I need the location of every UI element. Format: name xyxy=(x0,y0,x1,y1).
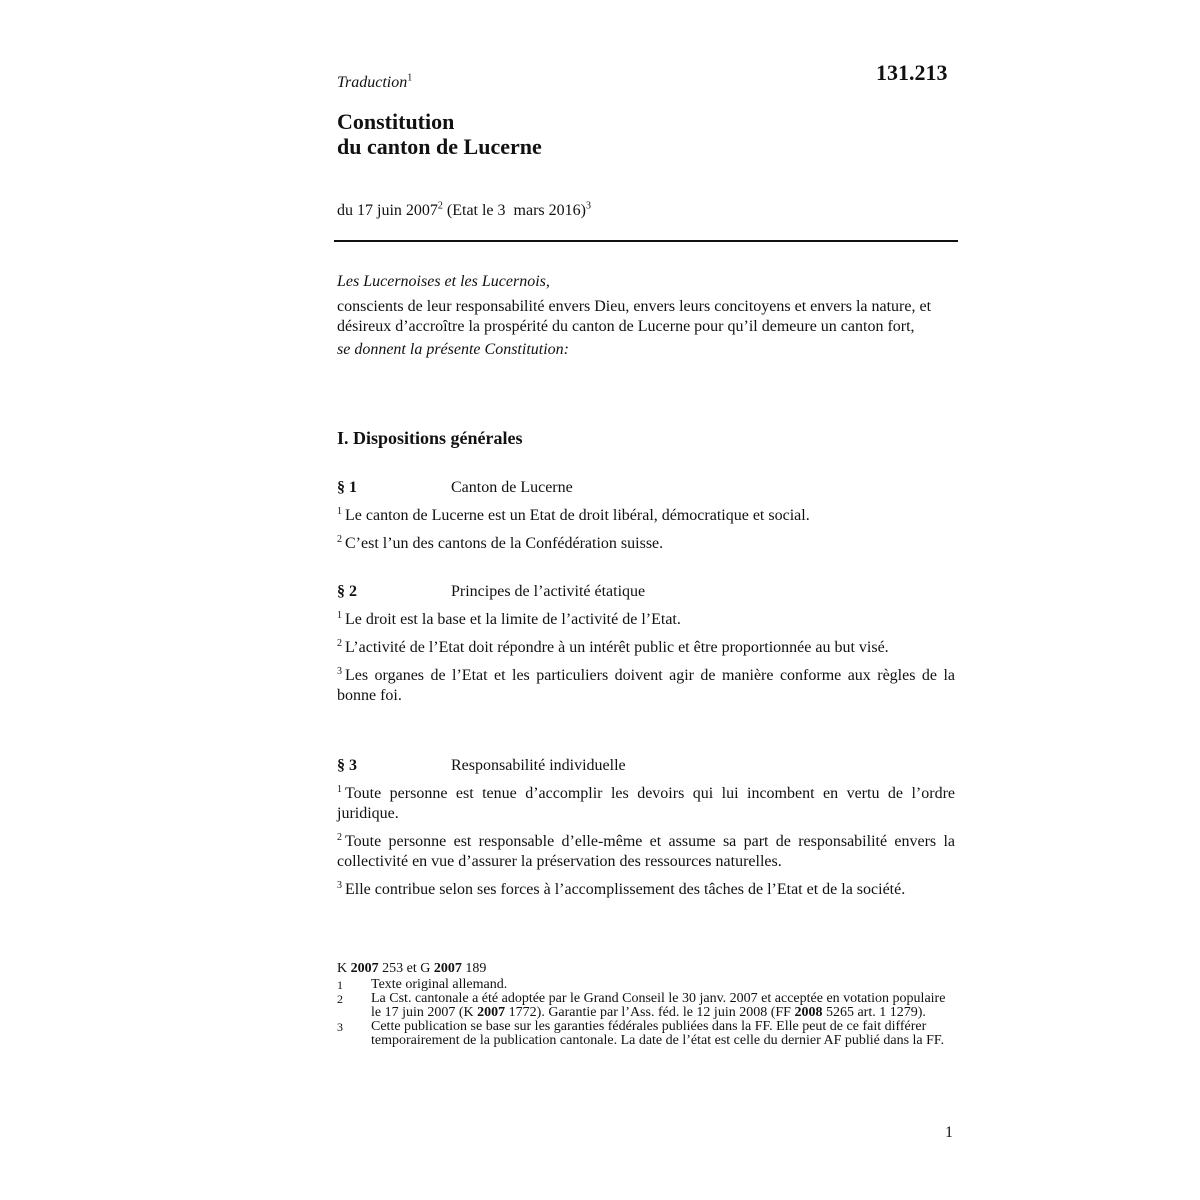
footnote-marker-3: 3 xyxy=(585,200,591,212)
article-2 xyxy=(337,582,955,714)
footnote xyxy=(337,992,955,1020)
preamble xyxy=(337,272,955,360)
paragraph-text: C’est l’un des cantons de la Confédération suisse. xyxy=(345,535,664,552)
preamble-body: conscients de leur responsabilité envers Dieu, envers leurs concitoyens et envers la nature, et désireux d’accroître la prospérité du canton de Lucerne pour qu’il demeure un canton fort, xyxy=(337,298,932,335)
ref-k-year: 2007 xyxy=(350,961,379,976)
paragraph-text: L’activité de l’Etat doit répondre à un intérêt public et être proportionnée au but visé. xyxy=(345,639,889,656)
paragraph-text: Toute personne est tenue d’accomplir les devoirs qui lui incombent en vertu de l’ordre juridique. xyxy=(337,785,955,822)
article-title: Canton de Lucerne xyxy=(451,479,573,496)
preamble-closing: se donnent la présente Constitution: xyxy=(337,341,569,358)
ref-g-page: 189 xyxy=(465,961,487,976)
paragraph-number: 3 xyxy=(337,665,342,677)
paragraph-text: Le canton de Lucerne est un Etat de droit libéral, démocratique et social. xyxy=(345,507,810,524)
footnotes xyxy=(337,962,955,1048)
preamble-intro: Les Lucernoises et les Lucernois, xyxy=(337,273,550,290)
paragraph xyxy=(337,784,955,824)
translation-label xyxy=(337,74,412,92)
paragraph-number: 2 xyxy=(337,831,342,843)
footnote-marker-2: 2 xyxy=(437,200,443,212)
paragraph xyxy=(337,506,955,526)
state-date-prefix: (Etat le 3 xyxy=(446,202,506,219)
paragraph-number: 1 xyxy=(337,505,342,517)
footnote-text: La Cst. cantonale a été adoptée par le Grand Conseil le 30 janv. 2007 et acceptée en votation populaire le 17 juin 2007 (K 2007 1772). Garantie par l’Ass. féd. le 12 juin 2008 (FF 2008 5265 art. 1 1279). xyxy=(371,991,946,1020)
paragraph-number: 2 xyxy=(337,637,342,649)
translation-text: Traduction xyxy=(337,74,408,91)
sr-number: 131.213 xyxy=(876,60,948,85)
chapter-heading: I. Dispositions générales xyxy=(337,428,523,448)
article-title: Responsabilité individuelle xyxy=(451,757,626,774)
article-1 xyxy=(337,478,955,562)
footnote-number: 1 xyxy=(337,978,343,992)
title-line-1: Constitution xyxy=(337,109,455,134)
adoption-date: du 17 juin 2007 xyxy=(337,202,438,219)
footnote-text: Cette publication se base sur les garanties fédérales publiées dans la FF. Elle peut de ce fait différer temporairement de la publication cantonale. La date de l’état est celle du dernier AF publié dans la FF. xyxy=(371,1019,945,1048)
paragraph xyxy=(337,880,955,900)
article-number: § 3 xyxy=(337,757,357,774)
paragraph xyxy=(337,610,955,630)
paragraph-number: 2 xyxy=(337,533,342,545)
paragraph-number: 3 xyxy=(337,879,342,891)
page-number: 1 xyxy=(945,1124,953,1141)
paragraph-text: Les organes de l’Etat et les particuliers doivent agir de manière conforme aux règles de la bonne foi. xyxy=(337,667,955,704)
article-number: § 1 xyxy=(337,479,357,496)
date-line xyxy=(337,202,591,220)
footnote-number: 2 xyxy=(337,992,343,1006)
document-title xyxy=(337,109,542,159)
footnote xyxy=(337,1020,955,1048)
paragraph xyxy=(337,638,955,658)
article-heading xyxy=(337,756,955,778)
article-title: Principes de l’activité étatique xyxy=(451,583,646,600)
paragraph xyxy=(337,534,955,554)
article-number: § 2 xyxy=(337,583,357,600)
ref-k: K xyxy=(337,961,348,976)
footnote-text: Texte original allemand. xyxy=(371,977,508,992)
paragraph-number: 1 xyxy=(337,609,342,621)
ref-k-page: 253 et G xyxy=(382,961,431,976)
paragraph xyxy=(337,666,955,706)
paragraph-text: Elle contribue selon ses forces à l’accomplissement des tâches de l’Etat et de la société. xyxy=(345,881,906,898)
paragraph-text: Le droit est la base et la limite de l’activité de l’Etat. xyxy=(345,611,681,628)
footnote-marker-1: 1 xyxy=(407,72,413,84)
paragraph xyxy=(337,832,955,872)
paragraph-text: Toute personne est responsable d’elle-même et assume sa part de responsabilité envers la collectivité en vue d’assurer la préservation des ressources naturelles. xyxy=(337,833,955,870)
ref-g-year: 2007 xyxy=(433,961,462,976)
footnote xyxy=(337,978,955,992)
article-heading xyxy=(337,582,955,604)
paragraph-number: 1 xyxy=(337,783,342,795)
state-date-suffix: mars 2016) xyxy=(513,202,586,219)
header-divider xyxy=(334,240,958,242)
article-3 xyxy=(337,756,955,908)
article-heading xyxy=(337,478,955,500)
publication-reference xyxy=(337,962,955,976)
title-line-2: du canton de Lucerne xyxy=(337,134,542,159)
footnote-number: 3 xyxy=(337,1020,343,1034)
